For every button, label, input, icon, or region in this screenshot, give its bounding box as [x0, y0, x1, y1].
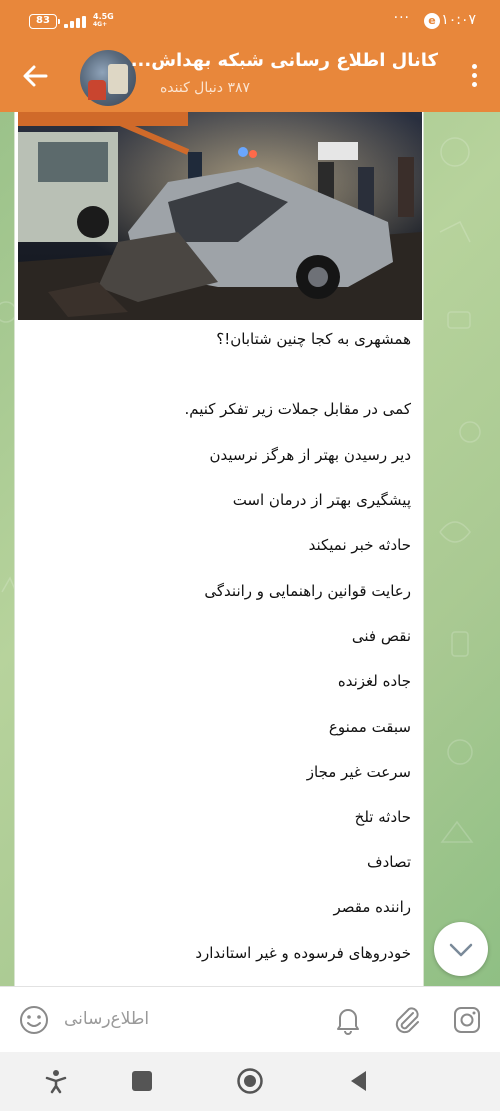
clock: ۱۰:۰۷ [441, 12, 476, 28]
message-line: همشهری به کجا چنین شتابان!؟ [216, 330, 411, 348]
channel-avatar[interactable] [80, 50, 136, 106]
bell-icon[interactable] [334, 1005, 362, 1035]
home-button[interactable] [236, 1067, 264, 1095]
message-line: جاده لغزنده [337, 672, 411, 690]
message-photo[interactable] [18, 112, 422, 320]
battery-icon [29, 14, 57, 29]
message-line: نقص فنی [351, 627, 411, 645]
camera-icon[interactable] [452, 1005, 482, 1035]
message-line: دیر رسیدن بهتر از هرگز نرسیدن [209, 446, 411, 464]
subscriber-count: ۳۸۷ دنبال کننده [159, 80, 250, 96]
signal-icon [64, 16, 88, 28]
paperclip-icon[interactable] [392, 1004, 422, 1036]
status-overflow-icon: ··· [393, 10, 410, 26]
recent-apps-button[interactable] [132, 1071, 152, 1091]
message-line: سبقت ممنوع [328, 718, 411, 736]
emoji-icon[interactable] [18, 1004, 50, 1036]
channel-title[interactable]: کانال اطلاع رسانی شبکه بهداش... [130, 50, 438, 71]
battery-level: 83 [36, 15, 50, 26]
message-input[interactable]: اطلاع‌رسانی [64, 1009, 150, 1029]
app-notification-icon: e [424, 13, 440, 29]
message-line: تصادف [367, 853, 411, 871]
message-line: حادثه خبر نمیکند [308, 536, 411, 554]
kebab-menu-icon[interactable] [470, 64, 478, 92]
app-bar [0, 42, 500, 112]
scroll-down-button[interactable] [434, 922, 488, 976]
message-bubble [14, 112, 424, 986]
network-type: 4.5G 4G+ [93, 12, 114, 28]
message-line: کمی در مقابل جملات زیر تفکر کنیم. [184, 400, 411, 418]
system-nav-bar [0, 1052, 500, 1111]
message-line: رعایت قوانین راهنمایی و رانندگی [204, 582, 411, 600]
message-input-bar [0, 986, 500, 1052]
message-line: پیشگیری بهتر از درمان است [232, 491, 411, 509]
accessibility-icon[interactable] [44, 1068, 68, 1094]
back-button[interactable] [348, 1069, 370, 1093]
message-line: خودروهای فرسوده و غیر استاندارد [195, 944, 411, 962]
message-line: راننده مقصر [333, 898, 411, 916]
status-bar [0, 0, 500, 42]
message-line: سرعت غیر مجاز [306, 763, 411, 781]
chevron-down-icon [434, 922, 488, 976]
message-line: حادثه تلخ [354, 808, 411, 826]
arrow-back-icon[interactable] [20, 58, 52, 94]
